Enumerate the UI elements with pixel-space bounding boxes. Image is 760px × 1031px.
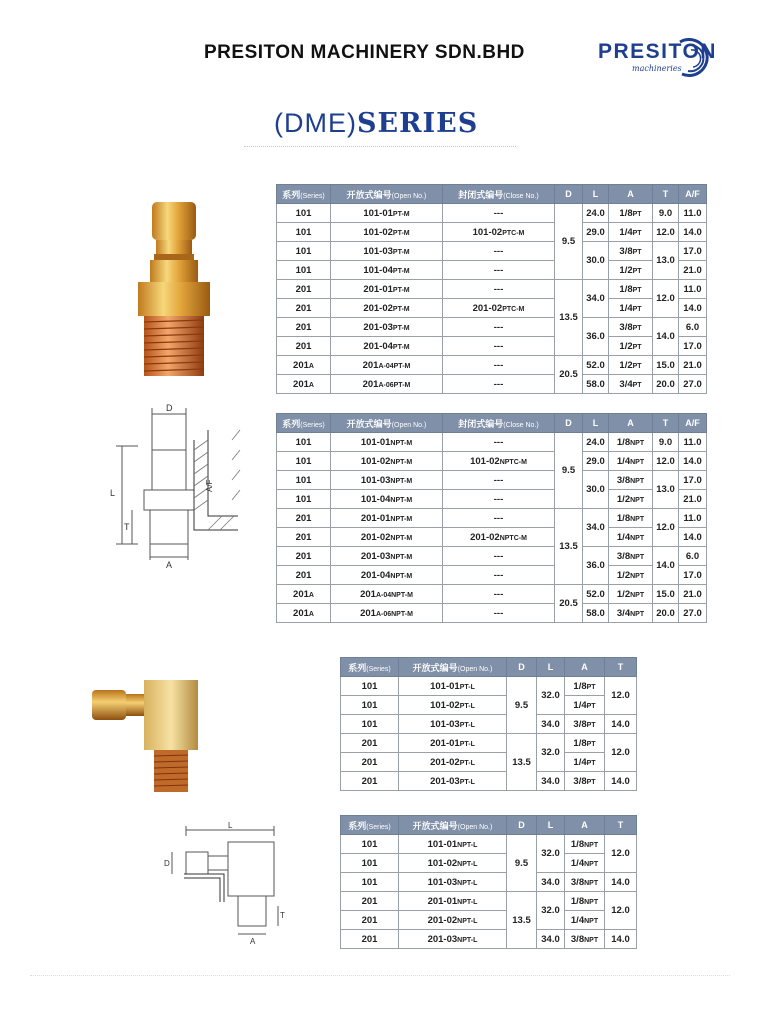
cell-open-no: 101-03NPT-L (399, 873, 507, 892)
cell-series: 201A (277, 585, 331, 604)
cell-open-no: 101-02NPT-M (331, 452, 443, 471)
col-header-series: 系列(Series) (341, 658, 399, 677)
table-row (341, 715, 637, 734)
table-row (341, 677, 637, 696)
cell-series: 201 (341, 892, 399, 911)
cell-l: 34.0 (537, 930, 565, 949)
cell-t: 12.0 (605, 677, 637, 715)
logo-subtitle: machineries (632, 64, 682, 73)
col-header-af: A/F (679, 185, 707, 204)
cell-open-no: 101-01PT-L (399, 677, 507, 696)
col-header-t: T (653, 414, 679, 433)
table-row (277, 452, 707, 471)
cell-open-no: 201-01NPT-L (399, 892, 507, 911)
table-row (341, 911, 637, 930)
cell-d: 13.5 (555, 280, 583, 356)
cell-a: 3/8NPT (609, 471, 653, 490)
cell-t: 12.0 (653, 223, 679, 242)
cell-series: 101 (277, 223, 331, 242)
cell-a: 3/8PT (609, 318, 653, 337)
cell-open-no: 201A-04PT-M (331, 356, 443, 375)
cell-a: 1/2PT (609, 261, 653, 280)
cell-d: 9.5 (507, 835, 537, 892)
cell-t: 12.0 (653, 509, 679, 547)
table-row (277, 585, 707, 604)
cell-open-no: 201-04PT-M (331, 337, 443, 356)
cell-close-no: 101-02PTC-M (443, 223, 555, 242)
cell-series: 201 (341, 911, 399, 930)
col-header-l: L (583, 414, 609, 433)
cell-t: 20.0 (653, 375, 679, 394)
cell-series: 101 (277, 452, 331, 471)
col-header-close-no: 封闭式编号(Close No.) (443, 185, 555, 204)
cell-series: 101 (277, 261, 331, 280)
cell-d: 13.5 (555, 509, 583, 585)
cell-l: 52.0 (583, 356, 609, 375)
cell-series: 101 (277, 471, 331, 490)
elbow-dim-label-t: T (280, 911, 285, 920)
cell-series: 201 (277, 337, 331, 356)
cell-a: 3/8PT (565, 772, 605, 791)
table-row (341, 772, 637, 791)
table-row (277, 242, 707, 261)
elbow-dim-label-a: A (250, 937, 256, 946)
cell-l: 52.0 (583, 585, 609, 604)
cell-close-no: --- (443, 566, 555, 585)
cell-l: 29.0 (583, 223, 609, 242)
col-header-open-no: 开放式编号(Open No.) (331, 185, 443, 204)
cell-a: 1/4NPT (565, 854, 605, 873)
cell-open-no: 201-01NPT-M (331, 509, 443, 528)
table-header-row (341, 816, 637, 835)
cell-a: 1/2NPT (609, 566, 653, 585)
cell-af: 6.0 (679, 318, 707, 337)
col-header-open-no: 开放式编号(Open No.) (331, 414, 443, 433)
cell-series: 201 (277, 547, 331, 566)
col-header-l: L (537, 816, 565, 835)
cell-series: 201 (277, 280, 331, 299)
cell-af: 27.0 (679, 604, 707, 623)
cell-a: 3/8NPT (565, 930, 605, 949)
cell-series: 101 (341, 835, 399, 854)
cell-series: 101 (341, 854, 399, 873)
cell-af: 11.0 (679, 280, 707, 299)
col-header-l: L (583, 185, 609, 204)
cell-close-no: 201-02PTC-M (443, 299, 555, 318)
cell-open-no: 201A-06NPT-M (331, 604, 443, 623)
cell-open-no: 101-03PT-M (331, 242, 443, 261)
cell-a: 1/8PT (565, 677, 605, 696)
table-row (277, 223, 707, 242)
cell-open-no: 201-03NPT-L (399, 930, 507, 949)
cell-series: 101 (277, 242, 331, 261)
table-row (341, 753, 637, 772)
cell-a: 3/4PT (609, 375, 653, 394)
cell-a: 1/4NPT (609, 528, 653, 547)
cell-close-no: --- (443, 547, 555, 566)
cell-d: 20.5 (555, 585, 583, 623)
col-header-d: D (507, 658, 537, 677)
table-header-row (341, 658, 637, 677)
cell-t: 14.0 (653, 547, 679, 585)
cell-series: 201 (277, 299, 331, 318)
cell-t: 15.0 (653, 585, 679, 604)
col-header-a: A (565, 816, 605, 835)
cell-t: 15.0 (653, 356, 679, 375)
cell-open-no: 201-03PT-M (331, 318, 443, 337)
table-header-row (277, 414, 707, 433)
cell-l: 36.0 (583, 547, 609, 585)
col-header-d: D (555, 414, 583, 433)
cell-l: 34.0 (537, 772, 565, 791)
table-row (341, 892, 637, 911)
table-row (277, 547, 707, 566)
cell-a: 1/4PT (609, 223, 653, 242)
cell-af: 21.0 (679, 356, 707, 375)
cell-af: 17.0 (679, 242, 707, 261)
cell-a: 1/8NPT (609, 433, 653, 452)
col-header-l: L (537, 658, 565, 677)
cell-series: 201A (277, 604, 331, 623)
cell-af: 11.0 (679, 509, 707, 528)
straight-coupler-drawing (108, 400, 248, 572)
spec-table-pt-m (276, 184, 707, 394)
dim-label-d: D (166, 403, 173, 413)
col-header-series: 系列(Series) (277, 185, 331, 204)
series-title-suffix: SERIES (356, 108, 479, 139)
logo-wordmark: PRESITON (598, 40, 717, 63)
cell-a: 3/8NPT (565, 873, 605, 892)
cell-a: 3/8PT (609, 242, 653, 261)
table-row (277, 375, 707, 394)
cell-a: 1/2PT (609, 337, 653, 356)
cell-close-no: 201-02NPTC-M (443, 528, 555, 547)
table-row (277, 204, 707, 223)
cell-close-no: --- (443, 204, 555, 223)
cell-close-no: --- (443, 471, 555, 490)
cell-l: 34.0 (583, 280, 609, 318)
cell-series: 101 (341, 696, 399, 715)
cell-open-no: 201-04NPT-M (331, 566, 443, 585)
cell-l: 24.0 (583, 433, 609, 452)
col-header-series: 系列(Series) (341, 816, 399, 835)
cell-open-no: 101-01PT-M (331, 204, 443, 223)
cell-close-no: --- (443, 490, 555, 509)
cell-series: 201 (341, 772, 399, 791)
cell-t: 9.0 (653, 433, 679, 452)
cell-t: 14.0 (653, 318, 679, 356)
cell-a: 1/2NPT (609, 585, 653, 604)
cell-t: 13.0 (653, 471, 679, 509)
cell-l: 34.0 (537, 873, 565, 892)
table-row (277, 356, 707, 375)
cell-d: 9.5 (555, 433, 583, 509)
cell-a: 1/8NPT (565, 892, 605, 911)
cell-close-no: --- (443, 280, 555, 299)
title-divider (244, 146, 516, 147)
cell-series: 201A (277, 356, 331, 375)
cell-t: 12.0 (605, 835, 637, 873)
table-row (277, 509, 707, 528)
cell-a: 1/8NPT (565, 835, 605, 854)
spec-table-npt-m (276, 413, 707, 623)
col-header-a: A (565, 658, 605, 677)
table-row (277, 433, 707, 452)
cell-l: 32.0 (537, 734, 565, 772)
table-row (277, 261, 707, 280)
cell-a: 1/8PT (609, 280, 653, 299)
cell-open-no: 201-03NPT-M (331, 547, 443, 566)
cell-t: 14.0 (605, 715, 637, 734)
col-header-t: T (653, 185, 679, 204)
cell-a: 1/8NPT (609, 509, 653, 528)
cell-open-no: 101-01NPT-M (331, 433, 443, 452)
cell-a: 3/8PT (565, 715, 605, 734)
spec-table-pt-l (340, 657, 637, 791)
col-header-d: D (507, 816, 537, 835)
cell-open-no: 201-02NPT-M (331, 528, 443, 547)
cell-d: 9.5 (507, 677, 537, 734)
cell-open-no: 101-03NPT-M (331, 471, 443, 490)
cell-t: 20.0 (653, 604, 679, 623)
cell-af: 27.0 (679, 375, 707, 394)
cell-close-no: --- (443, 318, 555, 337)
col-header-d: D (555, 185, 583, 204)
cell-a: 1/4PT (565, 696, 605, 715)
cell-l: 24.0 (583, 204, 609, 223)
cell-open-no: 101-02PT-L (399, 696, 507, 715)
cell-t: 14.0 (605, 873, 637, 892)
cell-close-no: --- (443, 356, 555, 375)
cell-series: 201 (341, 930, 399, 949)
cell-d: 20.5 (555, 356, 583, 394)
cell-open-no: 201-02PT-L (399, 753, 507, 772)
cell-t: 12.0 (653, 280, 679, 318)
table-row (341, 873, 637, 892)
cell-close-no: --- (443, 337, 555, 356)
cell-series: 101 (277, 204, 331, 223)
elbow-coupler-photo (88, 676, 200, 796)
cell-series: 201 (277, 509, 331, 528)
cell-t: 12.0 (653, 452, 679, 471)
col-header-af: A/F (679, 414, 707, 433)
cell-series: 101 (341, 873, 399, 892)
cell-a: 1/4NPT (609, 452, 653, 471)
cell-t: 9.0 (653, 204, 679, 223)
cell-l: 32.0 (537, 677, 565, 715)
cell-open-no: 101-02NPT-L (399, 854, 507, 873)
cell-a: 1/8PT (565, 734, 605, 753)
cell-a: 3/8NPT (609, 547, 653, 566)
col-header-open-no: 开放式编号(Open No.) (399, 816, 507, 835)
cell-af: 14.0 (679, 528, 707, 547)
straight-coupler-photo (130, 198, 218, 380)
cell-l: 36.0 (583, 318, 609, 356)
cell-d: 13.5 (507, 734, 537, 791)
col-header-t: T (605, 816, 637, 835)
table-row (341, 734, 637, 753)
table-row (277, 318, 707, 337)
cell-a: 1/4PT (609, 299, 653, 318)
cell-l: 34.0 (537, 715, 565, 734)
cell-d: 13.5 (507, 892, 537, 949)
elbow-coupler-drawing (164, 822, 288, 950)
dim-label-af: A/F (205, 479, 214, 492)
cell-close-no: --- (443, 242, 555, 261)
cell-series: 201 (277, 528, 331, 547)
cell-open-no: 201A-04NPT-M (331, 585, 443, 604)
cell-series: 101 (341, 715, 399, 734)
cell-a: 3/4NPT (609, 604, 653, 623)
cell-open-no: 201-01PT-M (331, 280, 443, 299)
series-title (274, 108, 478, 139)
cell-af: 21.0 (679, 261, 707, 280)
col-header-series: 系列(Series) (277, 414, 331, 433)
cell-close-no: --- (443, 604, 555, 623)
table-row (277, 337, 707, 356)
cell-af: 6.0 (679, 547, 707, 566)
table-row (277, 566, 707, 585)
cell-l: 30.0 (583, 471, 609, 509)
table-row (277, 299, 707, 318)
dim-label-l: L (110, 488, 116, 498)
table-row (341, 835, 637, 854)
cell-series: 201 (341, 734, 399, 753)
cell-af: 14.0 (679, 223, 707, 242)
cell-series: 201 (341, 753, 399, 772)
cell-af: 21.0 (679, 490, 707, 509)
table-header-row (277, 185, 707, 204)
cell-l: 58.0 (583, 375, 609, 394)
table-row (341, 696, 637, 715)
footer-divider (30, 975, 730, 976)
table-row (341, 854, 637, 873)
cell-series: 101 (341, 677, 399, 696)
cell-close-no: --- (443, 433, 555, 452)
cell-series: 101 (277, 433, 331, 452)
cell-l: 32.0 (537, 892, 565, 930)
cell-open-no: 101-04PT-M (331, 261, 443, 280)
cell-af: 21.0 (679, 585, 707, 604)
cell-t: 12.0 (605, 892, 637, 930)
cell-a: 1/2NPT (609, 490, 653, 509)
col-header-close-no: 封闭式编号(Close No.) (443, 414, 555, 433)
cell-open-no: 201-02NPT-L (399, 911, 507, 930)
cell-l: 58.0 (583, 604, 609, 623)
cell-open-no: 201A-06PT-M (331, 375, 443, 394)
cell-d: 9.5 (555, 204, 583, 280)
cell-a: 1/2PT (609, 356, 653, 375)
table-row (277, 528, 707, 547)
spec-table-npt-l (340, 815, 637, 949)
table-row (277, 280, 707, 299)
col-header-a: A (609, 414, 653, 433)
cell-af: 17.0 (679, 337, 707, 356)
cell-l: 34.0 (583, 509, 609, 547)
table-row (277, 490, 707, 509)
cell-close-no: --- (443, 585, 555, 604)
cell-a: 1/4PT (565, 753, 605, 772)
preston-logo (598, 34, 718, 84)
cell-l: 30.0 (583, 242, 609, 280)
cell-open-no: 101-01NPT-L (399, 835, 507, 854)
dim-label-a: A (166, 560, 173, 570)
elbow-dim-label-d: D (164, 859, 170, 868)
cell-series: 201 (277, 318, 331, 337)
table-row (277, 471, 707, 490)
cell-series: 201A (277, 375, 331, 394)
cell-open-no: 201-03PT-L (399, 772, 507, 791)
cell-a: 1/8PT (609, 204, 653, 223)
cell-af: 11.0 (679, 433, 707, 452)
col-header-a: A (609, 185, 653, 204)
cell-t: 14.0 (605, 772, 637, 791)
cell-af: 14.0 (679, 452, 707, 471)
cell-t: 14.0 (605, 930, 637, 949)
cell-close-no: --- (443, 375, 555, 394)
company-name: PRESITON MACHINERY SDN.BHD (204, 42, 525, 63)
cell-t: 12.0 (605, 734, 637, 772)
table-row (277, 604, 707, 623)
cell-af: 14.0 (679, 299, 707, 318)
cell-close-no: 101-02NPTC-M (443, 452, 555, 471)
series-title-prefix: (DME) (274, 108, 357, 138)
cell-open-no: 101-03PT-L (399, 715, 507, 734)
cell-open-no: 201-01PT-L (399, 734, 507, 753)
cell-open-no: 201-02PT-M (331, 299, 443, 318)
cell-open-no: 101-04NPT-M (331, 490, 443, 509)
cell-t: 13.0 (653, 242, 679, 280)
cell-l: 29.0 (583, 452, 609, 471)
cell-af: 17.0 (679, 471, 707, 490)
cell-series: 201 (277, 566, 331, 585)
cell-af: 11.0 (679, 204, 707, 223)
cell-series: 101 (277, 490, 331, 509)
cell-af: 17.0 (679, 566, 707, 585)
cell-open-no: 101-02PT-M (331, 223, 443, 242)
table-row (341, 930, 637, 949)
cell-l: 32.0 (537, 835, 565, 873)
dim-label-t: T (124, 522, 130, 532)
cell-close-no: --- (443, 261, 555, 280)
cell-a: 1/4NPT (565, 911, 605, 930)
elbow-dim-label-l: L (228, 822, 233, 830)
col-header-open-no: 开放式编号(Open No.) (399, 658, 507, 677)
logo-swoosh-icon (670, 34, 718, 82)
cell-close-no: --- (443, 509, 555, 528)
col-header-t: T (605, 658, 637, 677)
